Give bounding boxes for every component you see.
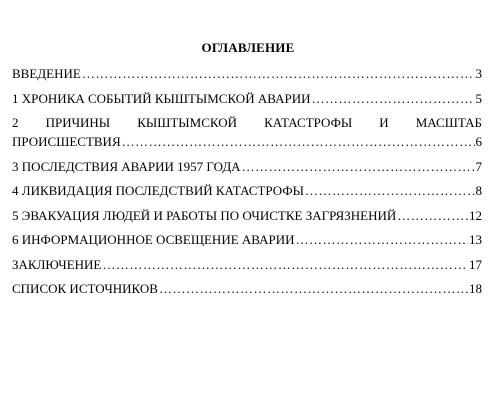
toc-entry-text: 5 ЭВАКУАЦИЯ ЛЮДЕЙ И РАБОТЫ ПО ОЧИСТКЕ ЗАГРЯЗНЕНИЙ bbox=[12, 207, 397, 223]
toc-page-number: 13 bbox=[469, 232, 482, 247]
toc-page-number: 5 bbox=[475, 90, 482, 106]
toc-page-number: 8 bbox=[475, 183, 482, 198]
toc-entry-sources bbox=[12, 281, 482, 296]
toc-leader-dots bbox=[122, 134, 475, 149]
toc-title: ОГЛАВЛЕНИЕ bbox=[201, 40, 295, 55]
toc-entry-information bbox=[12, 232, 482, 247]
toc-entry-liquidation bbox=[12, 183, 482, 198]
toc-leader-dots bbox=[305, 183, 475, 198]
toc-page-number: 18 bbox=[469, 281, 482, 296]
toc-leader-dots bbox=[296, 232, 468, 247]
toc-entry-causes-line2 bbox=[12, 134, 482, 149]
toc-entry-text: ЗАКЛЮЧЕНИЕ bbox=[12, 256, 102, 272]
toc-entry-text: 1 ХРОНИКА СОБЫТИЙ КЫШТЫМСКОЙ АВАРИИ bbox=[12, 90, 311, 106]
toc-leader-dots bbox=[102, 257, 468, 272]
toc-entry-text: ПРОИСШЕСТВИЯ bbox=[12, 134, 121, 149]
toc-entry-text: 6 ИНФОРМАЦИОННОЕ ОСВЕЩЕНИЕ АВАРИИ bbox=[12, 232, 295, 247]
toc-word: 2 bbox=[12, 115, 19, 130]
toc-word: КАТАСТРОФЫ bbox=[264, 115, 353, 130]
toc-entry-chronicle bbox=[12, 91, 482, 106]
toc-entry-introduction bbox=[12, 66, 482, 81]
toc-entry-text: ВВЕДЕНИЕ bbox=[12, 66, 81, 81]
toc-word: ПРИЧИНЫ bbox=[45, 115, 111, 130]
toc-entry-text: СПИСОК ИСТОЧНИКОВ bbox=[12, 281, 158, 296]
toc-page-number: 12 bbox=[469, 207, 482, 223]
toc-entry-evacuation bbox=[12, 208, 482, 223]
toc-entry-conclusion bbox=[12, 257, 482, 272]
table-of-contents bbox=[12, 66, 482, 306]
toc-word: И bbox=[379, 115, 389, 130]
toc-justified-line bbox=[12, 115, 482, 130]
toc-word: КЫШТЫМСКОЙ bbox=[137, 115, 237, 130]
toc-leader-dots bbox=[82, 66, 475, 81]
toc-page-number: 17 bbox=[469, 256, 482, 272]
toc-page-number: 7 bbox=[475, 158, 482, 174]
toc-leader-dots bbox=[397, 208, 468, 223]
toc-leader-dots bbox=[311, 91, 474, 106]
toc-word: МАСШТАБ bbox=[415, 115, 482, 130]
toc-page-number: 6 bbox=[475, 134, 482, 149]
toc-leader-dots bbox=[159, 281, 468, 296]
toc-entry-text: 3 ПОСЛЕДСТВИЯ АВАРИИ 1957 ГОДА bbox=[12, 158, 241, 174]
toc-page-number: 3 bbox=[475, 66, 482, 81]
toc-leader-dots bbox=[242, 159, 475, 174]
toc-entry-causes-line1 bbox=[12, 115, 482, 130]
toc-entry-text: 4 ЛИКВИДАЦИЯ ПОСЛЕДСТВИЙ КАТАСТРОФЫ bbox=[12, 183, 304, 198]
toc-entry-consequences bbox=[12, 159, 482, 174]
